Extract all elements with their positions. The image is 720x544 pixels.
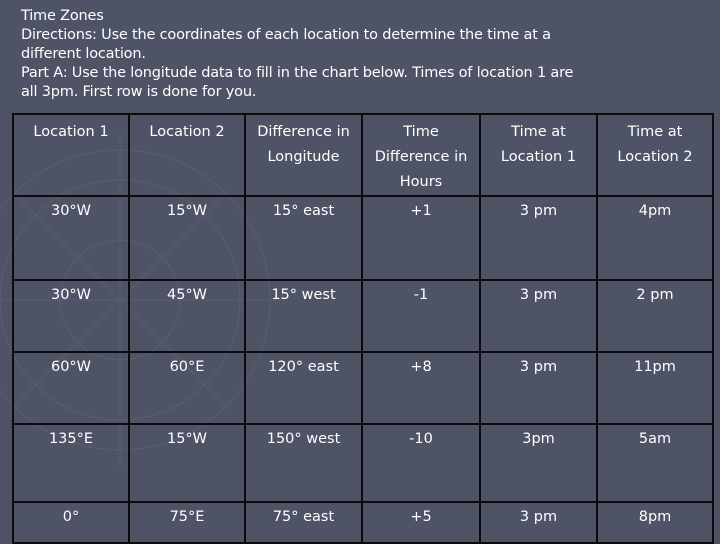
- table-cell: 4pm: [597, 196, 713, 280]
- table-cell: 60°W: [13, 352, 129, 424]
- table-cell: +8: [362, 352, 480, 424]
- table-cell: 0°: [13, 502, 129, 543]
- table-cell: +1: [362, 196, 480, 280]
- table-cell: 135°E: [13, 424, 129, 502]
- table-cell: 3 pm: [480, 280, 597, 352]
- table-row: [13, 502, 713, 543]
- table-cell: 15°W: [129, 424, 245, 502]
- slide-title: Time Zones: [21, 8, 104, 24]
- table-cell: 2 pm: [597, 280, 713, 352]
- table-cell: 5am: [597, 424, 713, 502]
- table-cell: +5: [362, 502, 480, 543]
- table-cell: 120° east: [245, 352, 362, 424]
- table-cell: 15°W: [129, 196, 245, 280]
- part-a-line-2: all 3pm. First row is done for you.: [21, 84, 257, 100]
- table-row: [13, 196, 713, 280]
- table-row: [13, 280, 713, 352]
- header-time-location-1: Time at Location 1: [480, 114, 597, 196]
- table-row: [13, 424, 713, 502]
- header-time-difference: Time Difference in Hours: [362, 114, 480, 196]
- table-cell: 30°W: [13, 196, 129, 280]
- table-cell: 45°W: [129, 280, 245, 352]
- table-cell: 60°E: [129, 352, 245, 424]
- directions-line-1: Directions: Use the coordinates of each location to determine the time at a: [21, 27, 551, 43]
- table-cell: 75°E: [129, 502, 245, 543]
- table-cell: 8pm: [597, 502, 713, 543]
- header-time-location-2: Time at Location 2: [597, 114, 713, 196]
- part-a-line-1: Part A: Use the longitude data to fill in the chart below. Times of location 1 are: [21, 65, 574, 81]
- table-cell: 3 pm: [480, 502, 597, 543]
- time-zone-table: [12, 113, 714, 544]
- table-cell: 15° west: [245, 280, 362, 352]
- table-cell: 150° west: [245, 424, 362, 502]
- table-cell: 11pm: [597, 352, 713, 424]
- table-cell: 3 pm: [480, 196, 597, 280]
- directions-line-2: different location.: [21, 46, 146, 62]
- header-row: [13, 114, 713, 196]
- table-cell: 3 pm: [480, 352, 597, 424]
- header-difference-longitude: Difference in Longitude: [245, 114, 362, 196]
- table-cell: 30°W: [13, 280, 129, 352]
- header-location-2: Location 2: [129, 114, 245, 196]
- table-cell: -1: [362, 280, 480, 352]
- table-cell: 3pm: [480, 424, 597, 502]
- table-cell: 75° east: [245, 502, 362, 543]
- instructions: [21, 7, 711, 102]
- table-row: [13, 352, 713, 424]
- header-location-1: Location 1: [13, 114, 129, 196]
- table-cell: -10: [362, 424, 480, 502]
- table-cell: 15° east: [245, 196, 362, 280]
